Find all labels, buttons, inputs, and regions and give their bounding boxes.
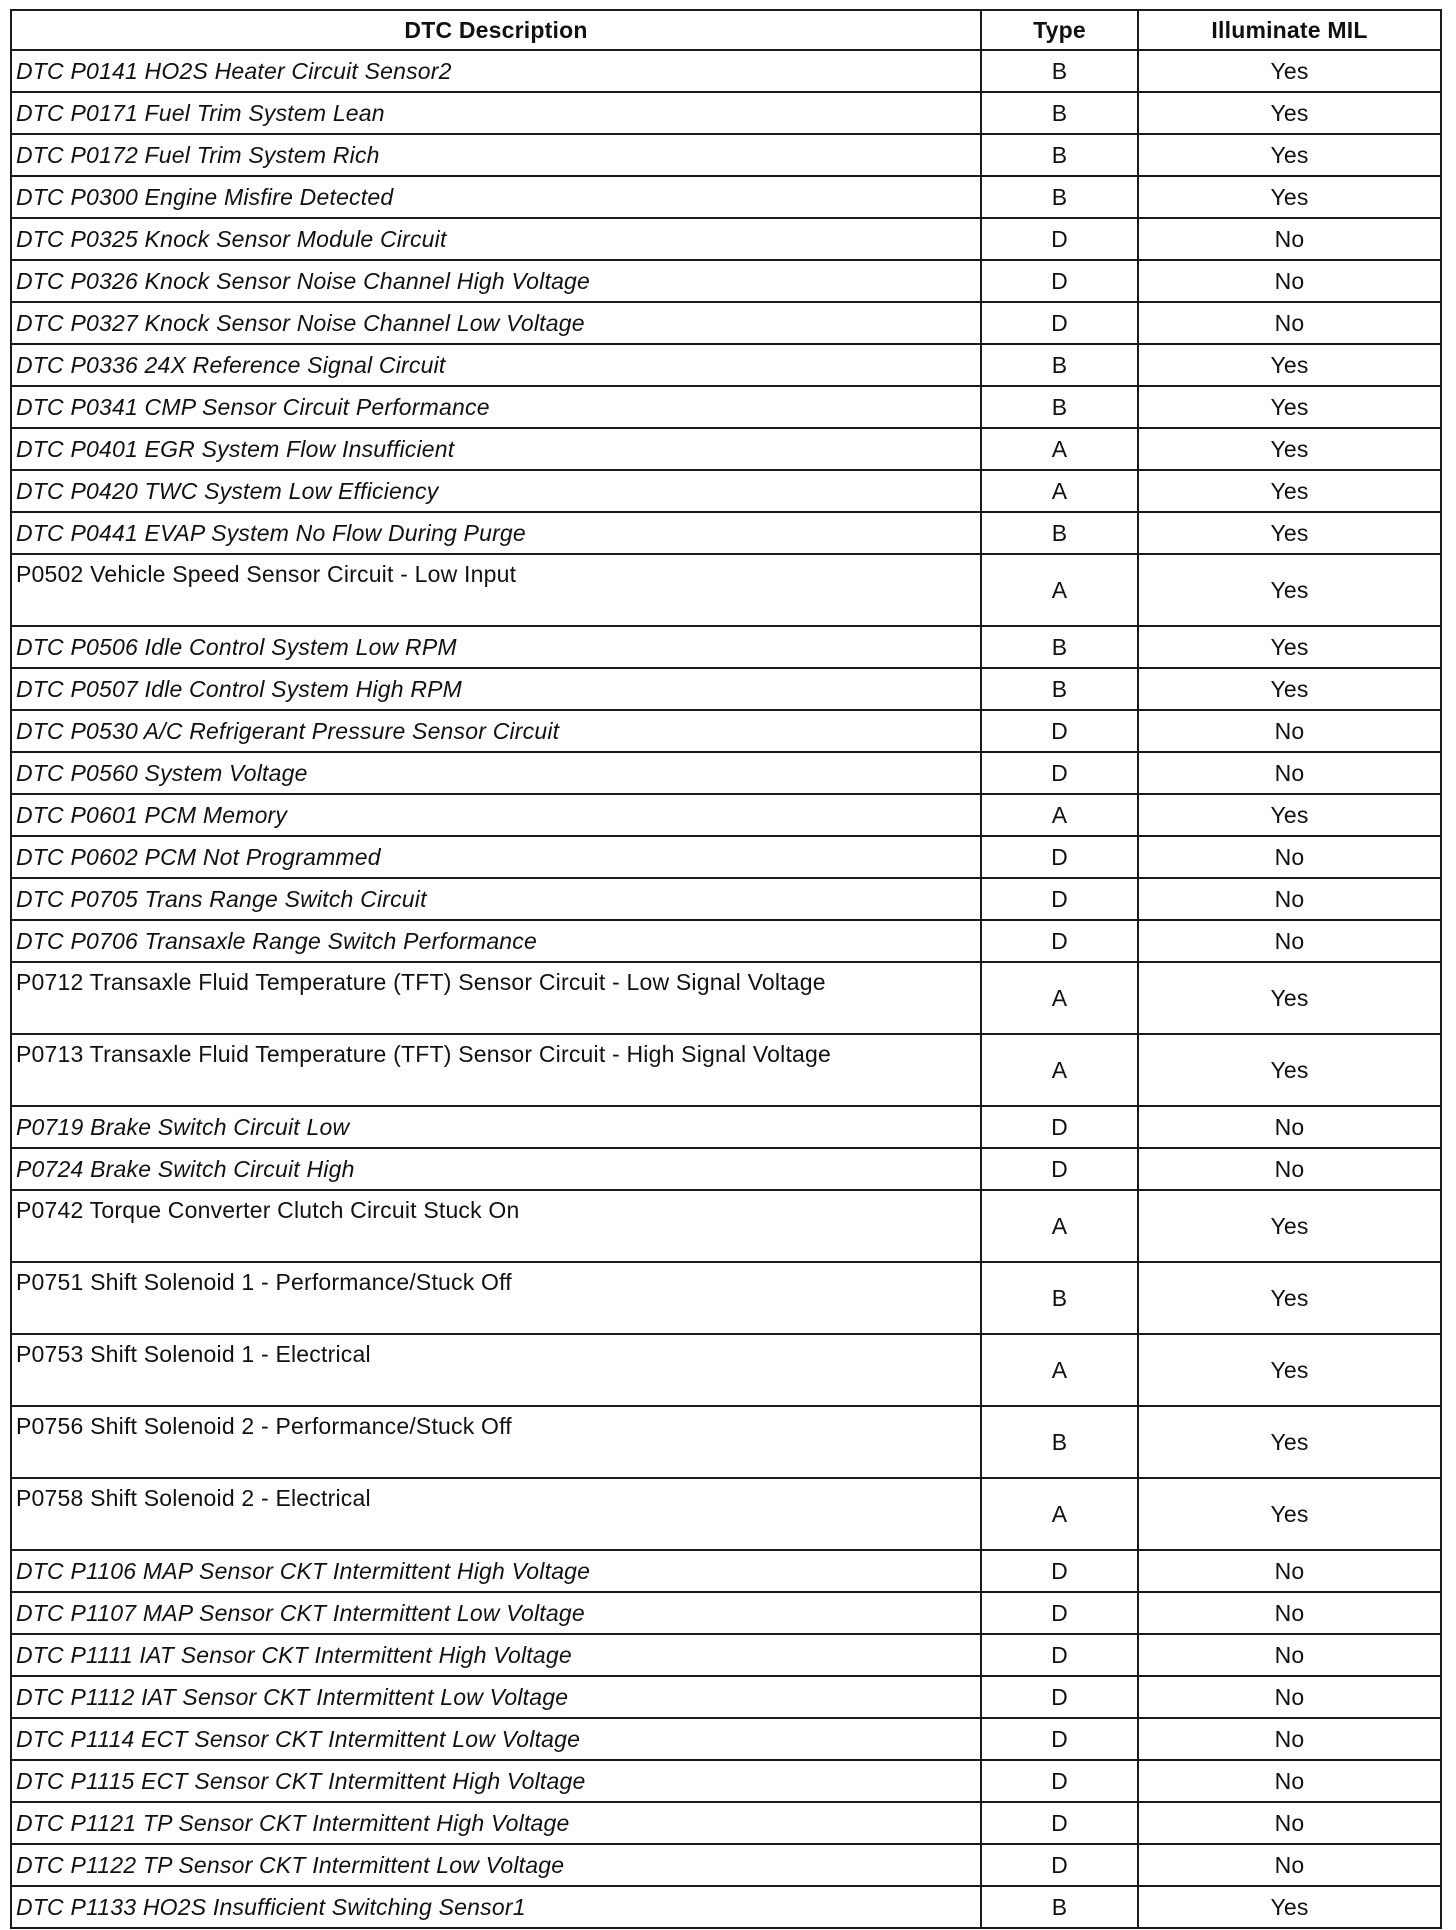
- illuminate-mil-cell: No: [1138, 1718, 1441, 1760]
- dtc-description-cell: P0758 Shift Solenoid 2 - Electrical: [11, 1478, 981, 1550]
- dtc-description-cell: DTC P0705 Trans Range Switch Circuit: [11, 878, 981, 920]
- illuminate-mil-cell: Yes: [1138, 428, 1441, 470]
- table-row: [11, 1676, 1441, 1718]
- table-row: [11, 1802, 1441, 1844]
- illuminate-mil-cell: Yes: [1138, 470, 1441, 512]
- table-row: [11, 1334, 1441, 1406]
- illuminate-mil-cell: No: [1138, 218, 1441, 260]
- type-cell: B: [981, 92, 1138, 134]
- table-row: [11, 470, 1441, 512]
- illuminate-mil-cell: Yes: [1138, 962, 1441, 1034]
- dtc-description-cell: DTC P0530 A/C Refrigerant Pressure Sensor Circuit: [11, 710, 981, 752]
- type-cell: D: [981, 1760, 1138, 1802]
- dtc-description-cell: DTC P0441 EVAP System No Flow During Purge: [11, 512, 981, 554]
- dtc-description-cell: P0756 Shift Solenoid 2 - Performance/Stuck Off: [11, 1406, 981, 1478]
- illuminate-mil-cell: Yes: [1138, 134, 1441, 176]
- table-row: [11, 1886, 1441, 1928]
- dtc-description-cell: P0719 Brake Switch Circuit Low: [11, 1106, 981, 1148]
- table-row: [11, 752, 1441, 794]
- table-row: [11, 176, 1441, 218]
- type-cell: D: [981, 1844, 1138, 1886]
- illuminate-mil-cell: Yes: [1138, 512, 1441, 554]
- type-cell: B: [981, 1886, 1138, 1928]
- dtc-description-cell: DTC P1121 TP Sensor CKT Intermittent High Voltage: [11, 1802, 981, 1844]
- illuminate-mil-cell: Yes: [1138, 344, 1441, 386]
- type-cell: D: [981, 1718, 1138, 1760]
- type-cell: A: [981, 1034, 1138, 1106]
- dtc-description-cell: DTC P0420 TWC System Low Efficiency: [11, 470, 981, 512]
- dtc-description-cell: DTC P0325 Knock Sensor Module Circuit: [11, 218, 981, 260]
- dtc-description-cell: DTC P1111 IAT Sensor CKT Intermittent High Voltage: [11, 1634, 981, 1676]
- illuminate-mil-cell: Yes: [1138, 1190, 1441, 1262]
- illuminate-mil-cell: Yes: [1138, 1406, 1441, 1478]
- header-illuminate-mil: Illuminate MIL: [1138, 10, 1441, 50]
- dtc-description-cell: DTC P1122 TP Sensor CKT Intermittent Low Voltage: [11, 1844, 981, 1886]
- table-row: [11, 1034, 1441, 1106]
- type-cell: B: [981, 1262, 1138, 1334]
- type-cell: B: [981, 386, 1138, 428]
- illuminate-mil-cell: No: [1138, 1634, 1441, 1676]
- dtc-description-cell: DTC P0326 Knock Sensor Noise Channel High Voltage: [11, 260, 981, 302]
- dtc-description-cell: DTC P1115 ECT Sensor CKT Intermittent High Voltage: [11, 1760, 981, 1802]
- table-row: [11, 260, 1441, 302]
- type-cell: D: [981, 1592, 1138, 1634]
- type-cell: D: [981, 1106, 1138, 1148]
- table-row: [11, 344, 1441, 386]
- dtc-description-cell: P0713 Transaxle Fluid Temperature (TFT) Sensor Circuit - High Signal Voltage: [11, 1034, 981, 1106]
- illuminate-mil-cell: No: [1138, 1802, 1441, 1844]
- dtc-description-cell: DTC P0336 24X Reference Signal Circuit: [11, 344, 981, 386]
- table-row: [11, 1634, 1441, 1676]
- illuminate-mil-cell: No: [1138, 302, 1441, 344]
- dtc-description-cell: P0751 Shift Solenoid 1 - Performance/Stuck Off: [11, 1262, 981, 1334]
- illuminate-mil-cell: Yes: [1138, 1478, 1441, 1550]
- dtc-description-cell: DTC P0141 HO2S Heater Circuit Sensor2: [11, 50, 981, 92]
- table-row: [11, 1844, 1441, 1886]
- type-cell: D: [981, 878, 1138, 920]
- table-row: [11, 878, 1441, 920]
- dtc-description-cell: DTC P1114 ECT Sensor CKT Intermittent Low Voltage: [11, 1718, 981, 1760]
- header-type: Type: [981, 10, 1138, 50]
- illuminate-mil-cell: No: [1138, 1148, 1441, 1190]
- dtc-description-cell: P0742 Torque Converter Clutch Circuit Stuck On: [11, 1190, 981, 1262]
- table-row: [11, 1550, 1441, 1592]
- table-row: [11, 1478, 1441, 1550]
- dtc-description-cell: DTC P0341 CMP Sensor Circuit Performance: [11, 386, 981, 428]
- type-cell: D: [981, 710, 1138, 752]
- illuminate-mil-cell: Yes: [1138, 794, 1441, 836]
- illuminate-mil-cell: Yes: [1138, 92, 1441, 134]
- table-row: [11, 668, 1441, 710]
- illuminate-mil-cell: No: [1138, 1676, 1441, 1718]
- dtc-description-cell: DTC P0507 Idle Control System High RPM: [11, 668, 981, 710]
- type-cell: B: [981, 1406, 1138, 1478]
- dtc-description-cell: DTC P0171 Fuel Trim System Lean: [11, 92, 981, 134]
- type-cell: A: [981, 1190, 1138, 1262]
- table-row: [11, 1148, 1441, 1190]
- illuminate-mil-cell: No: [1138, 836, 1441, 878]
- type-cell: D: [981, 1148, 1138, 1190]
- table-row: [11, 1592, 1441, 1634]
- dtc-description-cell: DTC P0706 Transaxle Range Switch Performance: [11, 920, 981, 962]
- dtc-description-cell: P0712 Transaxle Fluid Temperature (TFT) Sensor Circuit - Low Signal Voltage: [11, 962, 981, 1034]
- illuminate-mil-cell: No: [1138, 1844, 1441, 1886]
- type-cell: B: [981, 626, 1138, 668]
- dtc-table: [10, 9, 1442, 1929]
- table-row: [11, 386, 1441, 428]
- dtc-description-cell: DTC P0327 Knock Sensor Noise Channel Low Voltage: [11, 302, 981, 344]
- type-cell: B: [981, 134, 1138, 176]
- header-dtc-description: DTC Description: [11, 10, 981, 50]
- type-cell: A: [981, 428, 1138, 470]
- table-row: [11, 50, 1441, 92]
- illuminate-mil-cell: No: [1138, 260, 1441, 302]
- illuminate-mil-cell: No: [1138, 878, 1441, 920]
- illuminate-mil-cell: Yes: [1138, 50, 1441, 92]
- dtc-description-cell: P0753 Shift Solenoid 1 - Electrical: [11, 1334, 981, 1406]
- illuminate-mil-cell: Yes: [1138, 1334, 1441, 1406]
- dtc-description-cell: DTC P0300 Engine Misfire Detected: [11, 176, 981, 218]
- type-cell: D: [981, 1676, 1138, 1718]
- type-cell: A: [981, 554, 1138, 626]
- type-cell: A: [981, 470, 1138, 512]
- illuminate-mil-cell: Yes: [1138, 554, 1441, 626]
- dtc-description-cell: DTC P0601 PCM Memory: [11, 794, 981, 836]
- dtc-description-cell: DTC P0506 Idle Control System Low RPM: [11, 626, 981, 668]
- dtc-description-cell: P0502 Vehicle Speed Sensor Circuit - Low Input: [11, 554, 981, 626]
- type-cell: B: [981, 512, 1138, 554]
- type-cell: B: [981, 344, 1138, 386]
- table-row: [11, 218, 1441, 260]
- dtc-description-cell: DTC P0401 EGR System Flow Insufficient: [11, 428, 981, 470]
- table-row: [11, 962, 1441, 1034]
- type-cell: B: [981, 50, 1138, 92]
- illuminate-mil-cell: No: [1138, 1592, 1441, 1634]
- illuminate-mil-cell: Yes: [1138, 1886, 1441, 1928]
- table-row: [11, 1760, 1441, 1802]
- type-cell: D: [981, 302, 1138, 344]
- table-row: [11, 626, 1441, 668]
- type-cell: D: [981, 1802, 1138, 1844]
- dtc-description-cell: DTC P0172 Fuel Trim System Rich: [11, 134, 981, 176]
- dtc-description-cell: DTC P0560 System Voltage: [11, 752, 981, 794]
- dtc-description-cell: P0724 Brake Switch Circuit High: [11, 1148, 981, 1190]
- table-header-row: [11, 10, 1441, 50]
- type-cell: D: [981, 920, 1138, 962]
- type-cell: A: [981, 794, 1138, 836]
- illuminate-mil-cell: No: [1138, 1760, 1441, 1802]
- table-row: [11, 1718, 1441, 1760]
- dtc-description-cell: DTC P1133 HO2S Insufficient Switching Sensor1: [11, 1886, 981, 1928]
- table-row: [11, 134, 1441, 176]
- illuminate-mil-cell: No: [1138, 752, 1441, 794]
- table-row: [11, 1106, 1441, 1148]
- type-cell: A: [981, 1478, 1138, 1550]
- table-row: [11, 836, 1441, 878]
- table-row: [11, 92, 1441, 134]
- illuminate-mil-cell: Yes: [1138, 1034, 1441, 1106]
- type-cell: D: [981, 752, 1138, 794]
- dtc-description-cell: DTC P1106 MAP Sensor CKT Intermittent High Voltage: [11, 1550, 981, 1592]
- table-row: [11, 428, 1441, 470]
- illuminate-mil-cell: No: [1138, 710, 1441, 752]
- table-body: [11, 50, 1441, 1928]
- illuminate-mil-cell: No: [1138, 1550, 1441, 1592]
- type-cell: D: [981, 1634, 1138, 1676]
- type-cell: D: [981, 218, 1138, 260]
- illuminate-mil-cell: No: [1138, 920, 1441, 962]
- illuminate-mil-cell: Yes: [1138, 176, 1441, 218]
- table-row: [11, 302, 1441, 344]
- dtc-description-cell: DTC P1112 IAT Sensor CKT Intermittent Low Voltage: [11, 1676, 981, 1718]
- table-row: [11, 1190, 1441, 1262]
- table-row: [11, 1406, 1441, 1478]
- dtc-description-cell: DTC P1107 MAP Sensor CKT Intermittent Low Voltage: [11, 1592, 981, 1634]
- type-cell: B: [981, 668, 1138, 710]
- illuminate-mil-cell: Yes: [1138, 668, 1441, 710]
- table-row: [11, 920, 1441, 962]
- illuminate-mil-cell: No: [1138, 1106, 1441, 1148]
- type-cell: A: [981, 962, 1138, 1034]
- type-cell: D: [981, 836, 1138, 878]
- type-cell: A: [981, 1334, 1138, 1406]
- illuminate-mil-cell: Yes: [1138, 1262, 1441, 1334]
- type-cell: D: [981, 260, 1138, 302]
- dtc-description-cell: DTC P0602 PCM Not Programmed: [11, 836, 981, 878]
- table-row: [11, 554, 1441, 626]
- table-row: [11, 794, 1441, 836]
- table-row: [11, 710, 1441, 752]
- type-cell: B: [981, 176, 1138, 218]
- illuminate-mil-cell: Yes: [1138, 386, 1441, 428]
- illuminate-mil-cell: Yes: [1138, 626, 1441, 668]
- table-row: [11, 1262, 1441, 1334]
- type-cell: D: [981, 1550, 1138, 1592]
- table-row: [11, 512, 1441, 554]
